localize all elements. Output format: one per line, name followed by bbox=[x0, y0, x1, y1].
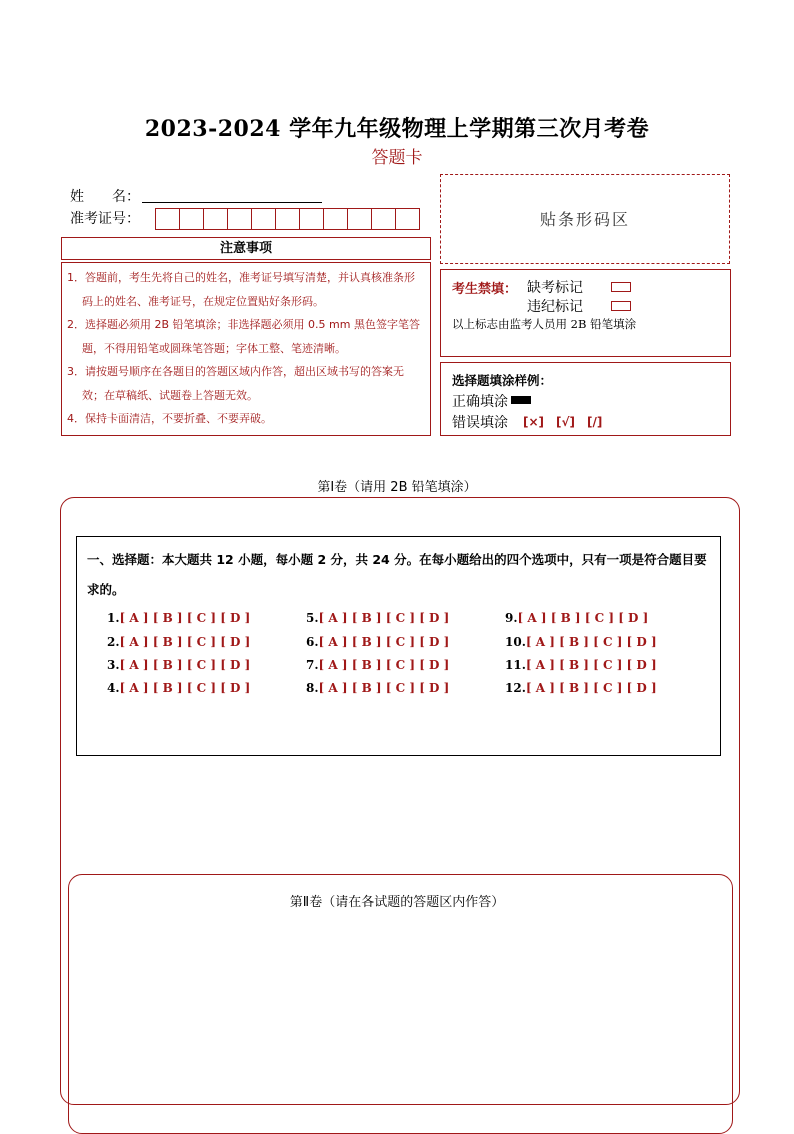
wrong-fill-label: 错误填涂 bbox=[452, 415, 508, 431]
question-11-options[interactable] bbox=[505, 658, 657, 672]
barcode-label: 贴条形码区 bbox=[539, 210, 630, 229]
question-number: 9. bbox=[505, 611, 518, 625]
notice-list bbox=[61, 262, 431, 436]
wrong-fill-samples: [×] [√] [/] bbox=[523, 415, 603, 429]
barcode-area bbox=[440, 174, 730, 264]
question-10-options[interactable] bbox=[505, 635, 657, 649]
notice-item-3: 3．请按题号顺序在各题目的答题区域内作答，超出区域书写的答案无效；在草稿纸、试题卷上答题无效。 bbox=[67, 365, 404, 402]
notice-item-4: 4．保持卡面清洁，不要折叠、不要弄破。 bbox=[67, 412, 272, 425]
correct-fill-sample bbox=[511, 396, 531, 404]
question-7-options[interactable] bbox=[306, 658, 449, 672]
section2-area bbox=[68, 874, 733, 1134]
question-3-options[interactable] bbox=[107, 658, 250, 672]
exam-id-boxes[interactable] bbox=[155, 208, 419, 230]
answer-bubbles[interactable]: [ A ] [ B ] [ C ] [ D ] bbox=[119, 681, 251, 695]
answer-bubbles[interactable]: [ A ] [ B ] [ C ] [ D ] bbox=[318, 658, 450, 672]
answer-bubbles[interactable]: [ A ] [ B ] [ C ] [ D ] bbox=[525, 635, 657, 649]
question-number: 7. bbox=[306, 658, 319, 672]
answer-bubbles[interactable]: [ A ] [ B ] [ C ] [ D ] bbox=[525, 681, 657, 695]
exam-id-digit-box[interactable] bbox=[179, 208, 204, 230]
absent-mark-box[interactable] bbox=[611, 282, 631, 292]
exam-id-digit-box[interactable] bbox=[347, 208, 372, 230]
question-number: 11. bbox=[505, 658, 526, 672]
question-number: 3. bbox=[107, 658, 120, 672]
question-5-options[interactable] bbox=[306, 611, 449, 625]
question-2-options[interactable] bbox=[107, 635, 250, 649]
question-number: 4. bbox=[107, 681, 120, 695]
answer-bubbles[interactable]: [ A ] [ B ] [ C ] [ D ] bbox=[119, 658, 251, 672]
fill-sample-panel bbox=[440, 362, 731, 436]
answer-bubbles[interactable]: [ A ] [ B ] [ C ] [ D ] bbox=[525, 658, 657, 672]
multiple-choice-box bbox=[76, 536, 721, 756]
answer-bubbles[interactable]: [ A ] [ B ] [ C ] [ D ] bbox=[318, 611, 450, 625]
question-number: 6. bbox=[306, 635, 319, 649]
notice-item-2: 2．选择题必须用 2B 铅笔填涂；非选择题必须用 0.5 mm 黑色签字笔答题，不得用铅笔或圆珠笔答题；字体工整、笔迹清晰。 bbox=[67, 318, 420, 355]
page-subtitle: 答题卡 bbox=[371, 148, 423, 168]
name-field[interactable] bbox=[142, 202, 322, 203]
exam-id-digit-box[interactable] bbox=[203, 208, 228, 230]
question-6-options[interactable] bbox=[306, 635, 449, 649]
question-number: 2. bbox=[107, 635, 120, 649]
answer-bubbles[interactable]: [ A ] [ B ] [ C ] [ D ] bbox=[517, 611, 649, 625]
section2-title: 第Ⅱ卷（请在各试题的答题区内作答） bbox=[289, 895, 505, 910]
question-number: 10. bbox=[505, 635, 526, 649]
answer-bubbles[interactable]: [ A ] [ B ] [ C ] [ D ] bbox=[119, 611, 251, 625]
notice-heading: 注意事项 bbox=[61, 237, 431, 260]
exam-id-digit-box[interactable] bbox=[251, 208, 276, 230]
fill-sample-title: 选择题填涂样例： bbox=[452, 373, 553, 388]
absent-mark-label: 缺考标记 bbox=[527, 280, 583, 296]
answer-bubbles[interactable]: [ A ] [ B ] [ C ] [ D ] bbox=[318, 635, 450, 649]
exam-id-digit-box[interactable] bbox=[371, 208, 396, 230]
question-1-options[interactable] bbox=[107, 611, 250, 625]
exam-id-digit-box[interactable] bbox=[275, 208, 300, 230]
answer-bubbles[interactable]: [ A ] [ B ] [ C ] [ D ] bbox=[318, 681, 450, 695]
question-number: 8. bbox=[306, 681, 319, 695]
correct-fill-label: 正确填涂 bbox=[452, 394, 508, 410]
question-9-options[interactable] bbox=[505, 611, 648, 625]
answer-bubbles[interactable]: [ A ] [ B ] [ C ] [ D ] bbox=[119, 635, 251, 649]
exam-id-digit-box[interactable] bbox=[323, 208, 348, 230]
question-12-options[interactable] bbox=[505, 681, 657, 695]
forbidden-note: 以上标志由监考人员用 2B 铅笔填涂 bbox=[452, 317, 637, 331]
forbidden-label: 考生禁填： bbox=[452, 282, 518, 297]
section1-title: 第Ⅰ卷（请用 2B 铅笔填涂） bbox=[317, 480, 477, 495]
question-number: 1. bbox=[107, 611, 120, 625]
question-8-options[interactable] bbox=[306, 681, 449, 695]
question-number: 12. bbox=[505, 681, 526, 695]
page-title: 2023-2024 学年九年级物理上学期第三次月考卷 bbox=[144, 116, 650, 142]
notice-item-1: 1．答题前，考生先将自己的姓名，准考证号填写清楚，并认真核准条形码上的姓名、准考证号，在规定位置贴好条形码。 bbox=[67, 271, 415, 308]
name-label: 姓 名： bbox=[70, 189, 140, 205]
forbidden-panel bbox=[440, 269, 731, 357]
exam-id-label: 准考证号： bbox=[70, 211, 140, 227]
violation-mark-box[interactable] bbox=[611, 301, 631, 311]
question-number: 5. bbox=[306, 611, 319, 625]
multiple-choice-instructions: 一、选择题：本大题共 12 小题，每小题 2 分，共 24 分。在每小题给出的四个选项中，只有一项是符合题目要求的。 bbox=[87, 552, 707, 597]
exam-id-digit-box[interactable] bbox=[155, 208, 180, 230]
exam-id-digit-box[interactable] bbox=[299, 208, 324, 230]
exam-id-digit-box[interactable] bbox=[227, 208, 252, 230]
question-4-options[interactable] bbox=[107, 681, 250, 695]
violation-mark-label: 违纪标记 bbox=[527, 299, 583, 315]
exam-id-digit-box[interactable] bbox=[395, 208, 420, 230]
